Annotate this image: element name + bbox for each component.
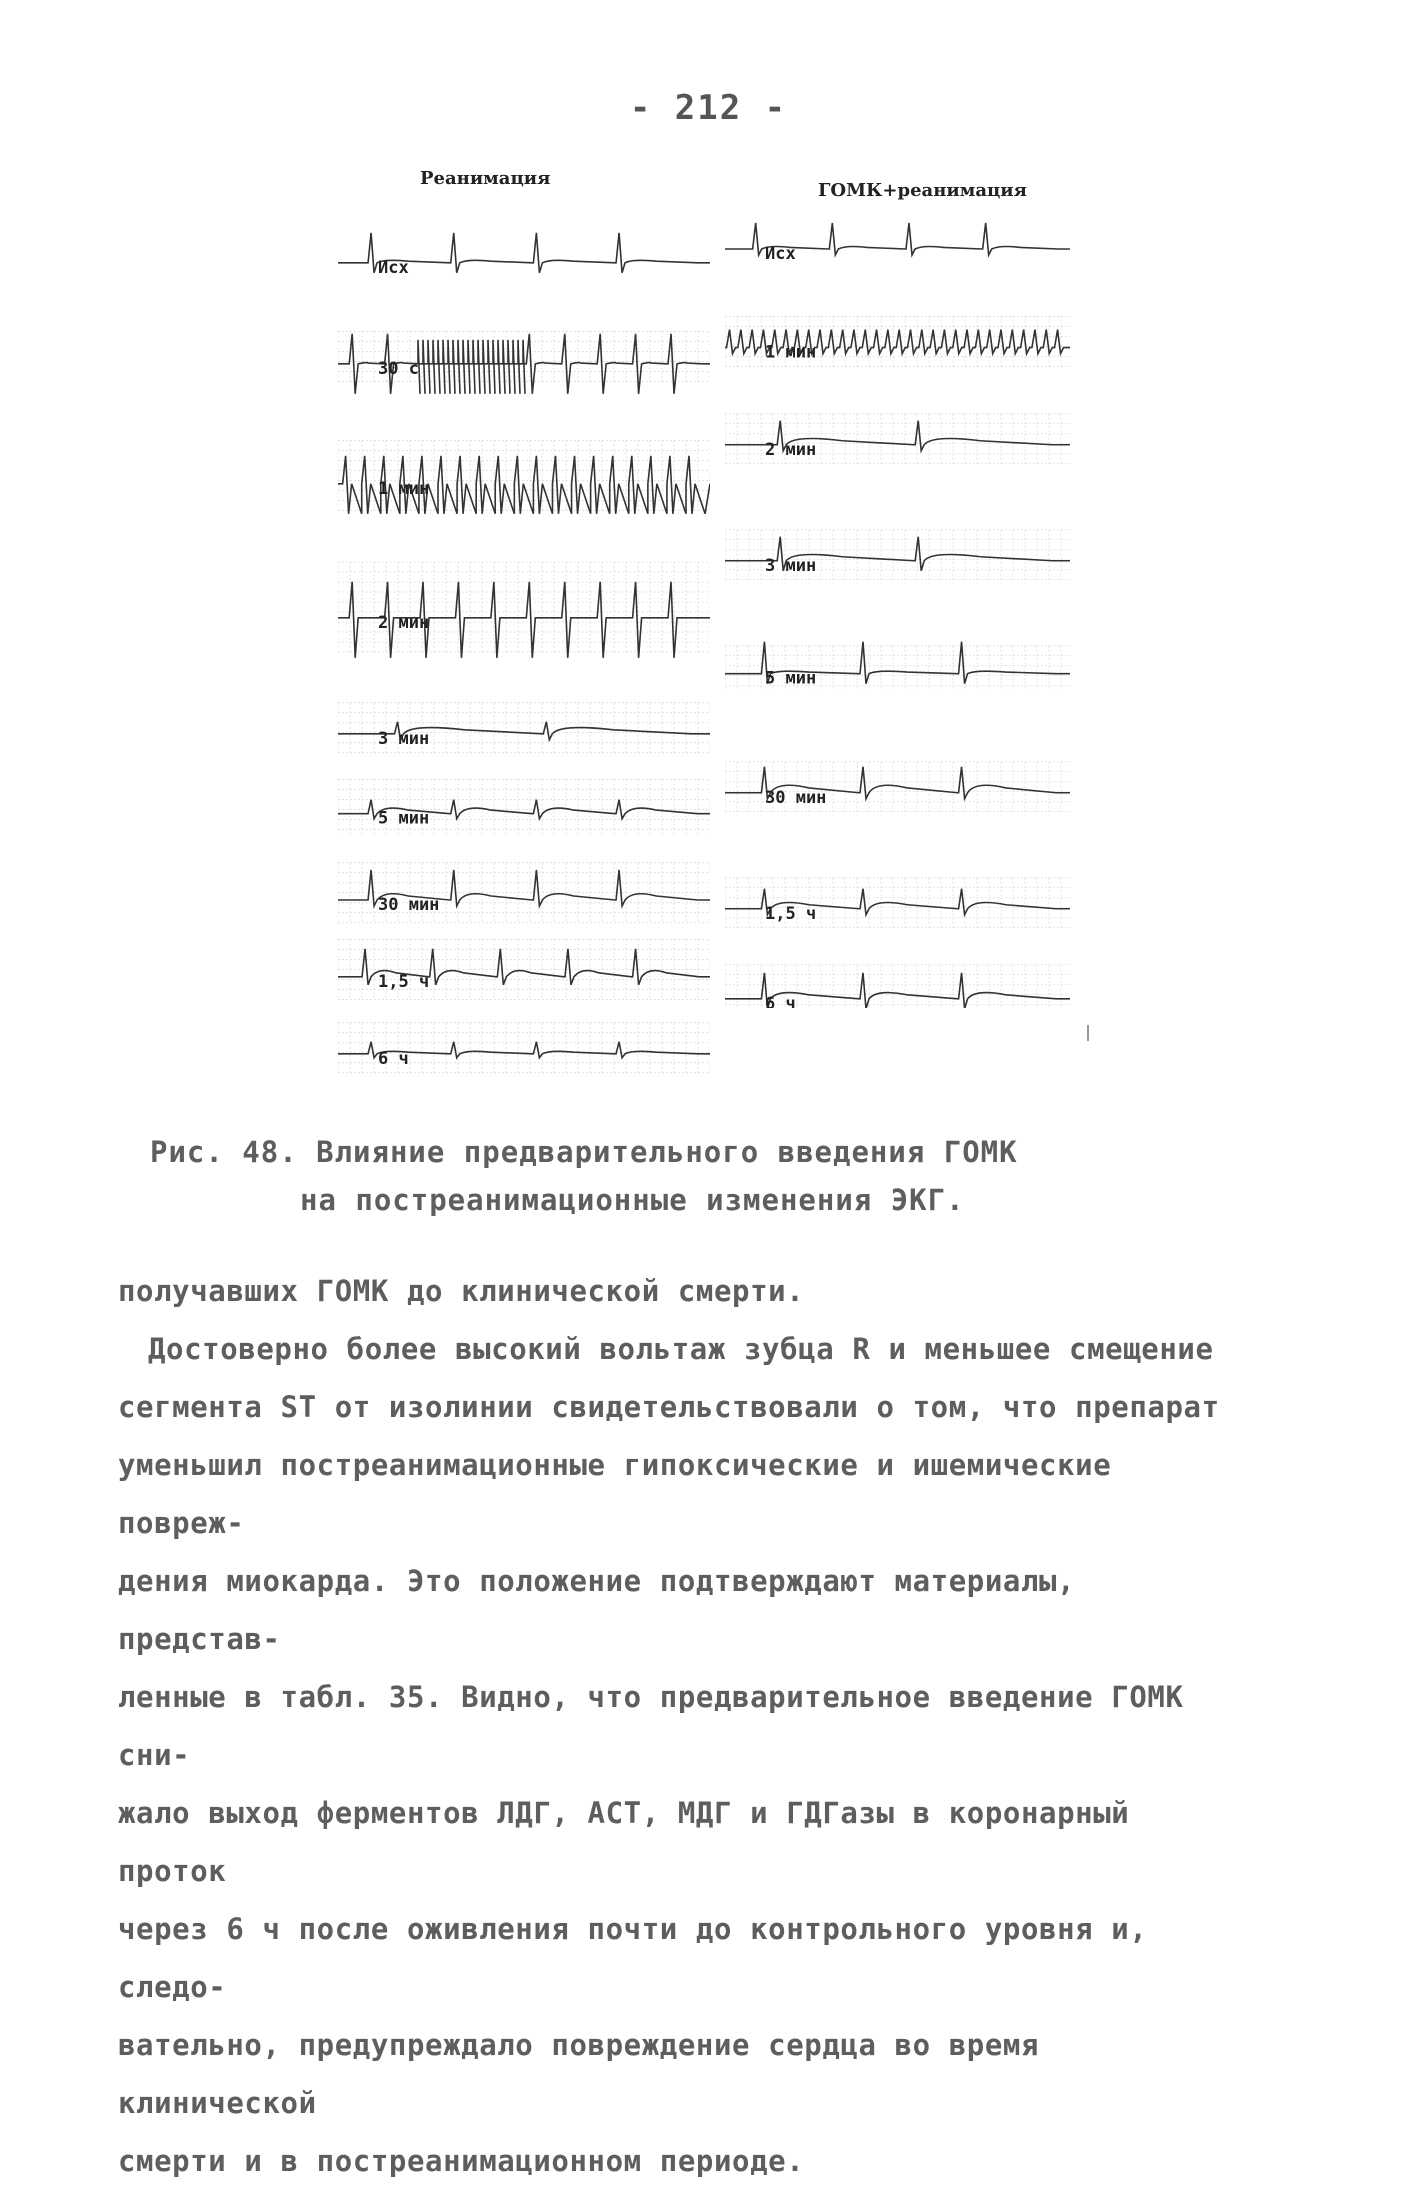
caption-line-2: на постреанимационные изменения ЭКГ. xyxy=(300,1183,965,1217)
ecg-strip xyxy=(338,1023,710,1073)
strip-label: Исх xyxy=(378,257,409,278)
ecg-strip xyxy=(725,965,1070,1008)
ecg-strip xyxy=(725,530,1070,580)
body-line: уменьшил постреанимационные гипоксические и ишемические повреж- xyxy=(118,1448,1112,1540)
body-line: Достоверно более высокий вольтаж зубца R и меньшее смещение xyxy=(148,1332,1214,1366)
body-line: дения миокарда. Это положение подтверждают материалы, представ- xyxy=(118,1564,1076,1656)
strip-label: 5 мин xyxy=(765,668,817,689)
ecg-strip xyxy=(338,940,710,1000)
body-line: смерти и в постреанимационном периоде. xyxy=(118,2144,805,2178)
strip-label: 6 ч xyxy=(765,993,796,1008)
strip-label: 3 мин xyxy=(378,728,430,749)
body-line: жало выход ферментов ЛДГ, АСТ, МДГ и ГДГазы в коронарный проток xyxy=(118,1796,1130,1888)
left-ecg-strips xyxy=(338,210,710,1100)
strip-label: 2 мин xyxy=(378,612,430,633)
ecg-strip xyxy=(338,863,710,923)
body-text xyxy=(118,1262,1248,2190)
body-line-continuation: получавших ГОМК до клинической смерти. xyxy=(118,1274,805,1308)
strip-label: 1 мин xyxy=(765,342,817,363)
body-line: сегмента ST от изолинии свидетельствовали о том, что препарат xyxy=(118,1390,1220,1424)
right-ecg-panel xyxy=(725,218,1070,1008)
page-number: - 212 - xyxy=(629,88,788,128)
strip-label: 30 мин xyxy=(765,787,827,808)
strip-label: 3 мин xyxy=(765,555,817,576)
ecg-strip xyxy=(338,440,710,513)
ecg-strip xyxy=(725,414,1070,464)
left-ecg-panel xyxy=(338,210,710,1100)
ecg-strip xyxy=(725,878,1070,928)
ecg-strip xyxy=(338,703,710,753)
strip-label: Исх xyxy=(765,244,796,264)
strip-label: 1 мин xyxy=(378,478,430,499)
body-line: ленные в табл. 35. Видно, что предварительное введение ГОМК сни- xyxy=(118,1680,1184,1772)
ecg-strip xyxy=(338,562,710,658)
body-line: через 6 ч после оживления почти до контрольного уровня и, следо- xyxy=(118,1912,1148,2004)
ecg-strip xyxy=(725,642,1070,691)
page-mark xyxy=(1087,1025,1089,1041)
strip-label: 6 ч xyxy=(378,1048,409,1069)
strip-label: 30 мин xyxy=(378,895,440,915)
ecg-strip xyxy=(725,223,1070,264)
ecg-strip xyxy=(338,780,710,835)
right-ecg-strips xyxy=(725,218,1070,1008)
body-line: вательно, предупреждало повреждение сердца во время клинической xyxy=(118,2028,1040,2120)
ecg-strip xyxy=(338,332,710,394)
ecg-strip xyxy=(338,233,710,278)
strip-label: 1,5 ч xyxy=(378,971,430,992)
strip-label: 2 мин xyxy=(765,439,817,460)
right-column-title: ГОМК+реанимация xyxy=(818,180,1027,201)
left-column-title: Реанимация xyxy=(420,168,551,189)
ecg-strip xyxy=(725,762,1070,812)
caption-line-1: Рис. 48. Влияние предварительного введения ГОМК xyxy=(150,1135,1018,1169)
strip-label: 1,5 ч xyxy=(765,903,817,924)
ecg-strip xyxy=(725,317,1070,367)
strip-label: 30 с xyxy=(378,358,419,379)
figure-caption xyxy=(150,1128,1018,1224)
strip-label: 5 мин xyxy=(378,808,430,829)
